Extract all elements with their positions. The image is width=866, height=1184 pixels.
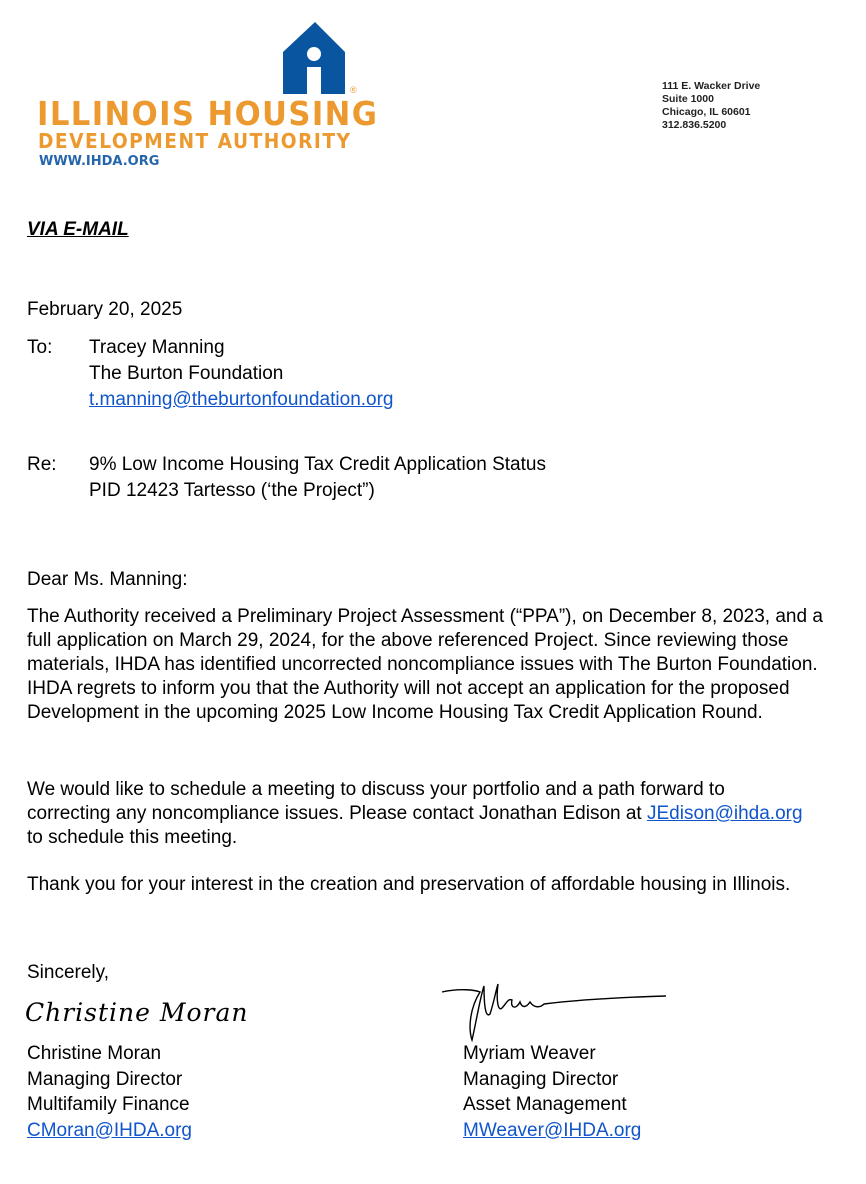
address-phone: 312.836.5200 <box>662 119 727 131</box>
contact-email-link[interactable]: JEdison@ihda.org <box>646 803 803 824</box>
signer-2-email-link[interactable]: MWeaver@IHDA.org <box>463 1119 642 1141</box>
to-label: To: <box>27 337 53 358</box>
logo-org-line2: DEVELOPMENT AUTHORITY <box>38 129 352 153</box>
paragraph-3: Thank you for your interest in the creation and preservation of affordable housing in Illinois. <box>27 874 791 895</box>
signer-1-name: Christine Moran <box>27 1043 162 1064</box>
ihda-house-logo-icon <box>283 22 347 94</box>
recipient-org: The Burton Foundation <box>89 363 284 384</box>
logo-org-line1: ILLINOIS HOUSING <box>37 94 379 133</box>
closing: Sincerely, <box>27 962 110 983</box>
signer-1-email-link[interactable]: CMoran@IHDA.org <box>27 1119 192 1141</box>
subject-line1: 9% Low Income Housing Tax Credit Application Status <box>89 454 546 475</box>
paragraph-2-end: to schedule this meeting. <box>27 827 238 848</box>
recipient-email-link[interactable]: t.manning@theburtonfoundation.org <box>89 389 394 410</box>
address-street: 111 E. Wacker Drive <box>662 80 761 92</box>
letter-date: February 20, 2025 <box>27 299 183 320</box>
paragraph-2-text: We would like to schedule a meeting to discuss your portfolio and a path forward to correcting any noncompliance issues. Please contact Jonathan Edison at <box>27 779 725 824</box>
signer-1-title: Managing Director <box>27 1068 183 1090</box>
signer-2-title: Managing Director <box>463 1068 619 1090</box>
signature-myriam-weaver-icon <box>440 978 670 1048</box>
paragraph-1: The Authority received a Preliminary Project Assessment (“PPA”), on December 8, 2023, and a full application on March 29, 2024, for the above referenced Project. Since reviewing those materials, IHDA has identified uncorrected noncompliance issues with The Burton Foundation. IHDA regrets to inform you that the Authority will not accept an application for the proposed Development in the upcoming 2025 Low Income Housing Tax Credit Application Round. <box>27 606 823 723</box>
re-label: Re: <box>27 454 57 475</box>
recipient-name: Tracey Manning <box>89 337 225 358</box>
address-suite: Suite 1000 <box>662 93 714 105</box>
paragraph-2 <box>27 778 807 850</box>
signer-1-block <box>27 1041 192 1143</box>
signature-christine-moran: Christine Moran <box>25 998 249 1027</box>
signer-2-name: Myriam Weaver <box>463 1043 596 1064</box>
logo-website: WWW.IHDA.ORG <box>39 154 160 169</box>
delivery-method: VIA E-MAIL <box>27 219 129 240</box>
registered-mark: ® <box>350 85 357 95</box>
signer-2-block <box>463 1041 641 1143</box>
address-block <box>662 80 760 132</box>
salutation: Dear Ms. Manning: <box>27 569 188 590</box>
signer-2-dept: Asset Management <box>463 1094 627 1115</box>
subject-line2: PID 12423 Tartesso (‘the Project”) <box>89 480 375 501</box>
signer-1-dept: Multifamily Finance <box>27 1094 190 1115</box>
address-city: Chicago, IL 60601 <box>662 106 751 118</box>
